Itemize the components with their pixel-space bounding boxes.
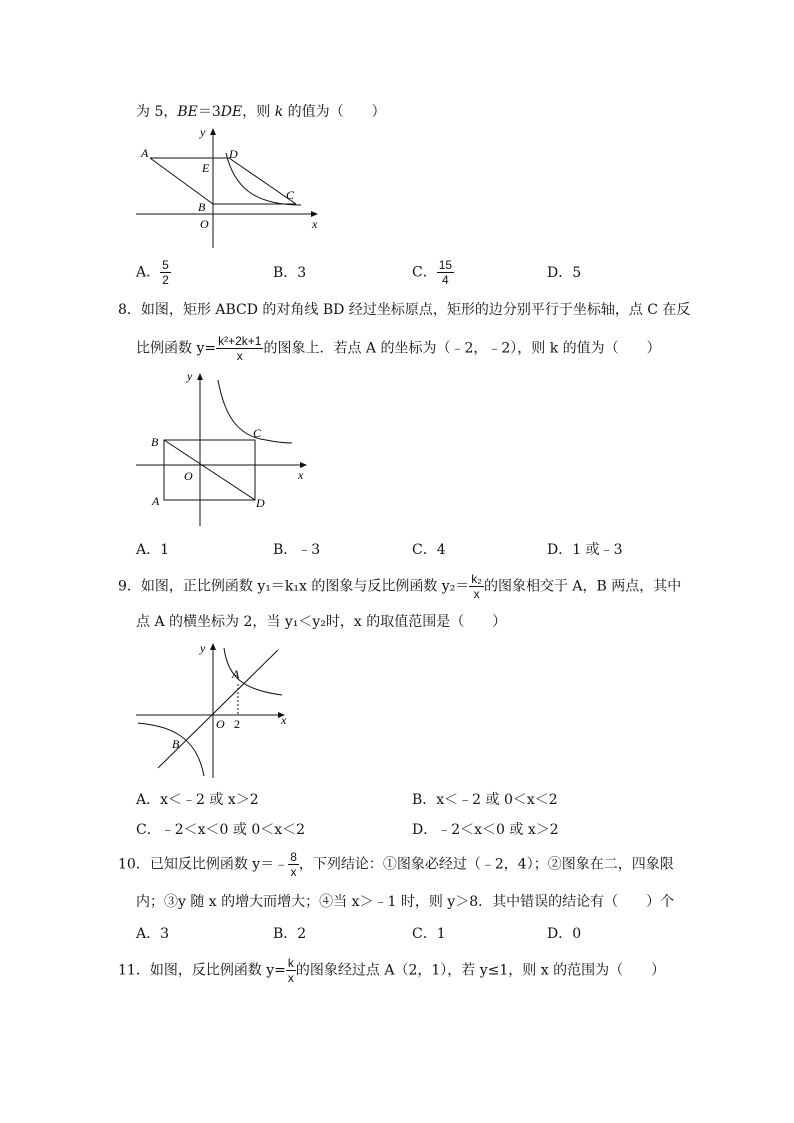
q7-text-part: 为 5， [136,104,178,120]
q7-label-o: O [200,217,209,231]
q7-label-b: B [198,200,206,214]
q7-y-arrow-icon [210,128,216,135]
q8-label-x: x [298,468,304,482]
q7-option-a-prefix: A． [136,264,161,281]
q8-y-arrow-icon [197,373,203,380]
q10-option-a: A．3 [136,926,170,942]
q9-label-a: A [232,667,240,681]
q8-option-a: A．1 [136,542,170,558]
q10-option-c: C．1 [412,926,446,942]
q8-line-2-prefix: 比例函数 y= [136,340,217,357]
q7-option-a-den: 2 [162,273,169,287]
q8-label-y: y [187,369,193,383]
q8-option-c: C．4 [412,542,446,558]
q9-option-a: A．x＜﹣2 或 x＞2 [136,792,259,808]
q9-option-d: D．﹣2＜x＜0 或 x＞2 [412,822,559,838]
q8-fraction [216,334,263,363]
q7-figure [136,125,336,254]
q7-text-after: 的值为（ ） [283,104,386,120]
q9-option-b: B．x＜﹣2 或 0＜x＜2 [412,792,558,808]
q10-line-1-suffix: ，下列结论：①图象必经过（﹣2，4）；②图象在二，四象限 [298,856,674,873]
q7-label-a: A [141,146,149,160]
q8-fraction-den: x [236,349,243,363]
q8-figure [136,368,321,534]
q8-line-2 [136,334,661,363]
q7-continuation-line [136,102,386,122]
q9-y-arrow-icon [210,643,216,650]
q11-fraction-num: k [287,956,294,970]
q8-fraction-num: k²+2k+1 [218,334,262,348]
q9-label-o: O [216,717,225,731]
q10-line-2: 内；③y 随 x 的增大而增大；④当 x＞﹣1 时，则 y＞8．其中错误的结论有（ ）个 [136,894,675,910]
q7-option-a-num: 5 [162,258,169,272]
q9-line-1 [118,572,681,601]
q9-curve-q3 [138,723,204,776]
q7-text-eq: ＝3 [197,104,221,120]
q7-option-c-num: 15 [438,258,453,272]
q9-fraction [469,572,484,601]
q7-option-c-den: 4 [442,273,449,287]
q9-fraction-num: k₂ [471,572,482,586]
q8-option-b: B．﹣3 [273,542,321,558]
q9-label-y: y [200,641,206,655]
q7-label-e: E [202,161,210,175]
q7-option-b: B．3 [273,265,307,281]
q8-option-d: D．1 或﹣3 [547,542,623,558]
q11-fraction-den: x [287,971,294,985]
q7-text-de: DE [220,104,243,120]
q7-option-a [136,258,171,287]
q9-label-x: x [281,713,287,727]
q9-label-2: 2 [234,717,240,731]
q8-label-o: O [184,469,193,483]
q9-line-1-suffix: 的图象相交于 A，B 两点，其中 [483,578,682,595]
q7-text-mid: ，则 [242,104,275,120]
q7-label-d: D [229,147,238,161]
q8-line-2-suffix: 的图象上．若点 A 的坐标为（﹣2，﹣2），则 k 的值为（ ） [263,340,661,357]
q9-fraction-den: x [473,587,480,601]
q7-option-c-prefix: C． [412,264,437,281]
q7-label-c: C [286,188,295,202]
q7-label-x: x [312,217,318,231]
q9-label-b: B [172,737,180,751]
q8-line-1: 8．如图，矩形 ABCD 的对角线 BD 经过坐标原点，矩形的边分别平行于坐标轴，点 C 在反 [118,302,691,318]
q11-line-1-prefix: 11．如图，反比例函数 y= [118,962,286,979]
q7-option-d: D．5 [547,265,582,281]
q7-text-be: BE [177,104,198,120]
q11-line-1 [118,956,665,985]
q10-line-1-prefix: 10．已知反比例函数 y＝﹣ [118,856,289,873]
q7-option-c [412,258,454,287]
q9-figure [136,638,296,784]
q10-option-d: D．0 [547,926,582,942]
q9-line-2: 点 A 的横坐标为 2，当 y₁＜y₂时，x 的取值范围是（ ） [136,614,507,630]
q7-option-a-fraction [160,258,171,287]
q7-text-k: k [274,104,284,120]
q10-fraction-num: 8 [290,850,297,864]
q7-option-c-fraction [437,258,454,287]
q8-label-d: D [256,496,265,510]
q10-option-b: B．2 [273,926,307,942]
q9-line-1-prefix: 9．如图，正比例函数 y₁＝k₁x 的图象与反比例函数 y₂＝ [118,578,470,595]
q8-diagonal-bd [164,440,255,500]
q8-label-c: C [253,426,262,440]
q8-label-b: B [151,435,159,449]
q10-fraction-den: x [290,865,297,879]
q10-fraction [288,850,299,879]
q7-label-y: y [200,125,206,139]
q11-fraction [286,956,296,985]
q10-line-1 [118,850,674,879]
q11-line-1-suffix: 的图象经过点 A（2，1），若 y≤1，则 x 的范围为（ ） [295,962,666,979]
q8-label-a: A [152,494,160,508]
q9-option-c: C．﹣2＜x＜0 或 0＜x＜2 [136,822,306,838]
